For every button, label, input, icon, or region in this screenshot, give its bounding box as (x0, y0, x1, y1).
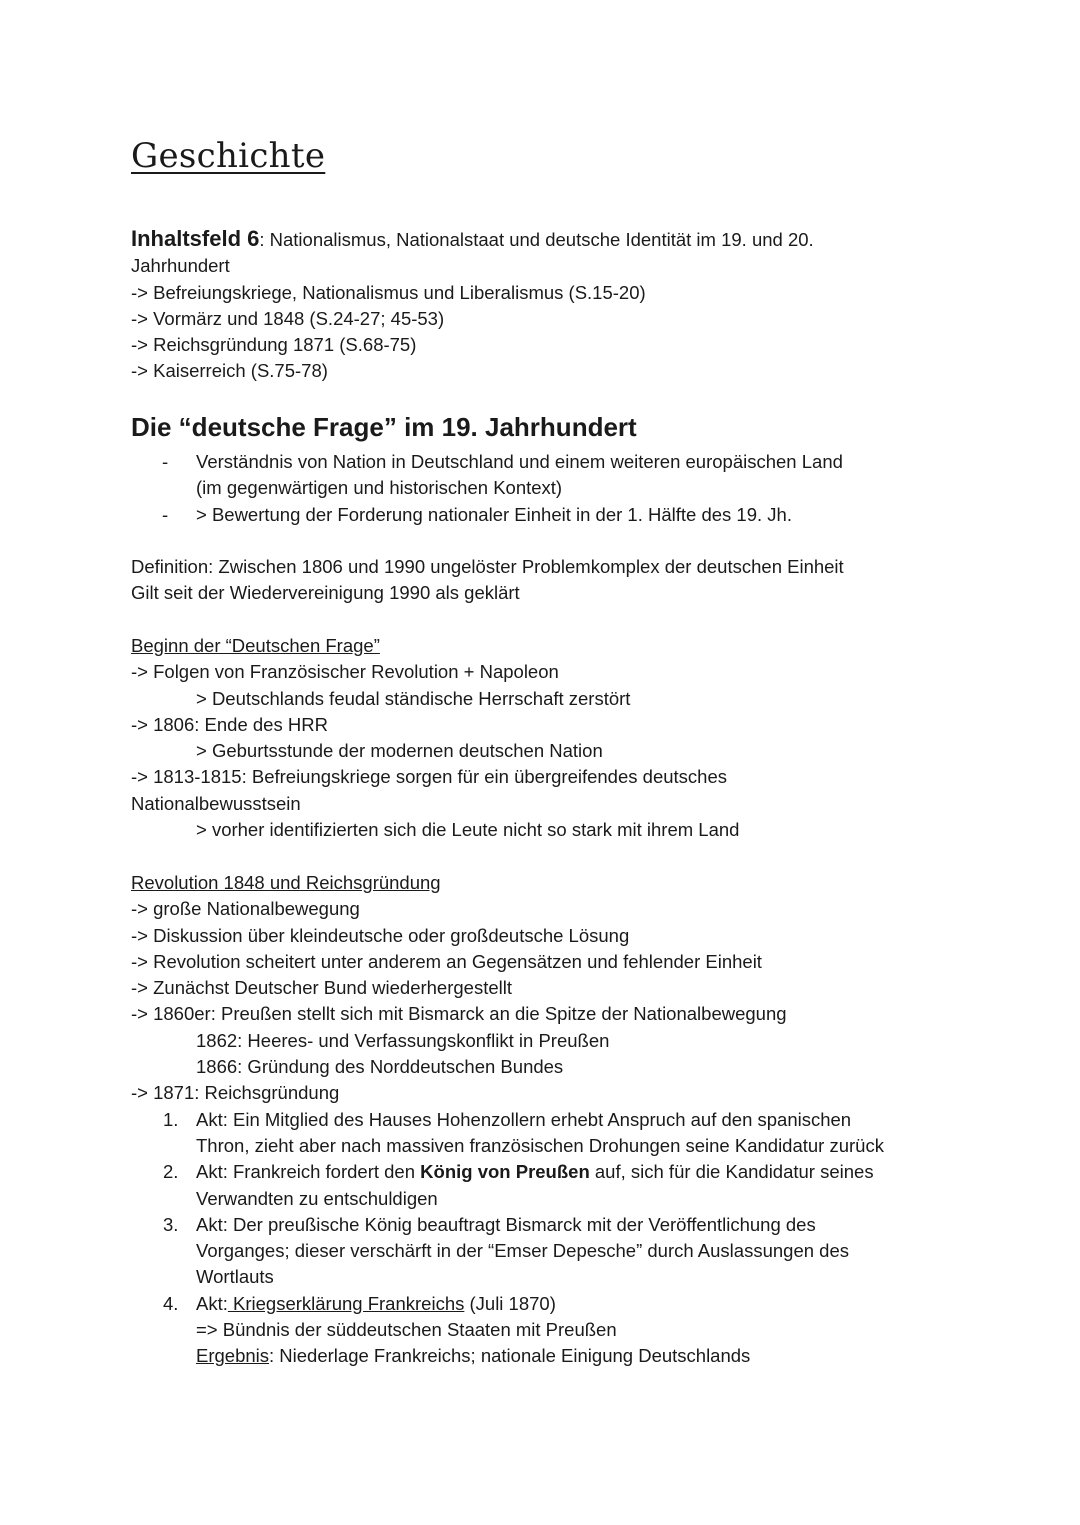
page-title: Geschichte (131, 136, 326, 176)
definition-line: Gilt seit der Wiedervereinigung 1990 als geklärt (131, 582, 520, 604)
bullet-text: (im gegenwärtigen und historischen Kontext) (196, 477, 563, 499)
text-line: -> 1860er: Preußen stellt sich mit Bismarck an die Spitze der Nationalbewegung (131, 1003, 787, 1025)
bullet-list (131, 449, 1011, 528)
list-number: 1. (163, 1108, 179, 1130)
list-item (131, 1291, 1011, 1370)
bullet-text: > Bewertung der Forderung nationaler Einheit in der 1. Hälfte des 19. Jh. (196, 503, 792, 525)
text-line: -> Zunächst Deutscher Bund wiederhergestellt (131, 977, 512, 999)
list-item (131, 502, 1011, 528)
inhaltsfeld-text-cont: Jahrhundert (131, 255, 230, 277)
akt-text-part: auf, sich für die Kandidatur seines (589, 1161, 874, 1183)
list-item (131, 1212, 1011, 1291)
akt-text: Thron, zieht aber nach massiven französischen Drohungen seine Kandidatur zurück (196, 1134, 884, 1156)
akt-text-part: Akt: Frankreich fordert den (196, 1161, 421, 1183)
akt-text: Verwandten zu entschuldigen (196, 1187, 438, 1209)
text-line: 1866: Gründung des Norddeutschen Bundes (196, 1056, 564, 1078)
text-line: Nationalbewusstsein (131, 792, 301, 814)
list-number: 2. (163, 1161, 179, 1183)
text-line: -> 1813-1815: Befreiungskriege sorgen für ein übergreifendes deutsches (131, 766, 727, 788)
text-line: > vorher identifizierten sich die Leute nicht so stark mit ihrem Land (196, 819, 740, 841)
akt-text: Akt: Ein Mitglied des Hauses Hohenzollern erhebt Anspruch auf den spanischen (196, 1108, 852, 1130)
text-line: 1862: Heeres- und Verfassungskonflikt in Preußen (196, 1029, 610, 1051)
text-line: -> Diskussion über kleindeutsche oder großdeutsche Lösung (131, 924, 630, 946)
akt-text-bold: König von Preußen (420, 1161, 590, 1183)
ergebnis-label: Ergebnis (196, 1345, 270, 1367)
subsection-heading: Revolution 1848 und Reichsgründung (131, 872, 441, 893)
text-line: > Deutschlands feudal ständische Herrschaft zerstört (196, 687, 631, 709)
list-number: 4. (163, 1292, 179, 1314)
akt-text (196, 1159, 874, 1185)
revolution-section (131, 870, 1011, 1370)
akt-text: Wortlauts (196, 1266, 274, 1288)
ergebnis-line (196, 1343, 750, 1369)
inhaltsfeld-line (131, 226, 1011, 253)
list-item (131, 1159, 1011, 1212)
dash-marker: - (162, 451, 169, 472)
akt-text-underlined: Kriegserklärung Frankreichs (227, 1292, 465, 1314)
ergebnis-text: : Niederlage Frankreichs; nationale Einigung Deutschlands (269, 1345, 751, 1367)
inhaltsfeld-item: -> Reichsgründung 1871 (S.68-75) (131, 334, 417, 356)
text-line: -> Revolution scheitert unter anderem an Gegensätzen und fehlender Einheit (131, 950, 762, 972)
akt-text: Vorganges; dieser verschärft in der “Emser Depesche” durch Auslassungen des (196, 1240, 849, 1262)
akt-text-part: (Juli 1870) (464, 1292, 556, 1314)
dash-marker: - (162, 503, 169, 525)
list-number: 3. (163, 1213, 179, 1235)
akt-text-part: Akt: (196, 1292, 228, 1314)
list-item (131, 1107, 1011, 1160)
inhaltsfeld-item: -> Vormärz und 1848 (S.24-27; 45-53) (131, 307, 445, 329)
text-line: > Geburtsstunde der modernen deutschen Nation (196, 740, 603, 762)
inhaltsfeld-block (131, 226, 1011, 385)
definition-line: Definition: Zwischen 1806 und 1990 ungelöster Problemkomplex der deutschen Einheit (131, 556, 844, 577)
akt-text: => Bündnis der süddeutschen Staaten mit Preußen (196, 1319, 617, 1341)
inhaltsfeld-text: : Nationalismus, Nationalstaat und deutsche Identität im 19. und 20. (259, 229, 814, 250)
inhaltsfeld-item: -> Befreiungskriege, Nationalismus und Liberalismus (S.15-20) (131, 281, 646, 303)
section-heading: Die “deutsche Frage” im 19. Jahrhundert (131, 412, 637, 442)
inhaltsfeld-item: -> Kaiserreich (S.75-78) (131, 360, 328, 382)
list-item (131, 449, 1011, 502)
definition-block (131, 554, 1011, 607)
beginn-section (131, 633, 1011, 843)
subsection-heading: Beginn der “Deutschen Frage” (131, 635, 380, 656)
text-line: -> große Nationalbewegung (131, 898, 360, 920)
inhaltsfeld-label: Inhaltsfeld 6 (131, 226, 260, 251)
text-line: -> 1871: Reichsgründung (131, 1082, 340, 1104)
text-line: -> 1806: Ende des HRR (131, 713, 328, 735)
bullet-text: Verständnis von Nation in Deutschland und einem weiteren europäischen Land (196, 451, 843, 472)
text-line: -> Folgen von Französischer Revolution + Napoleon (131, 661, 559, 683)
akt-text: Akt: Der preußische König beauftragt Bismarck mit der Veröffentlichung des (196, 1213, 816, 1235)
akt-text (196, 1291, 750, 1317)
